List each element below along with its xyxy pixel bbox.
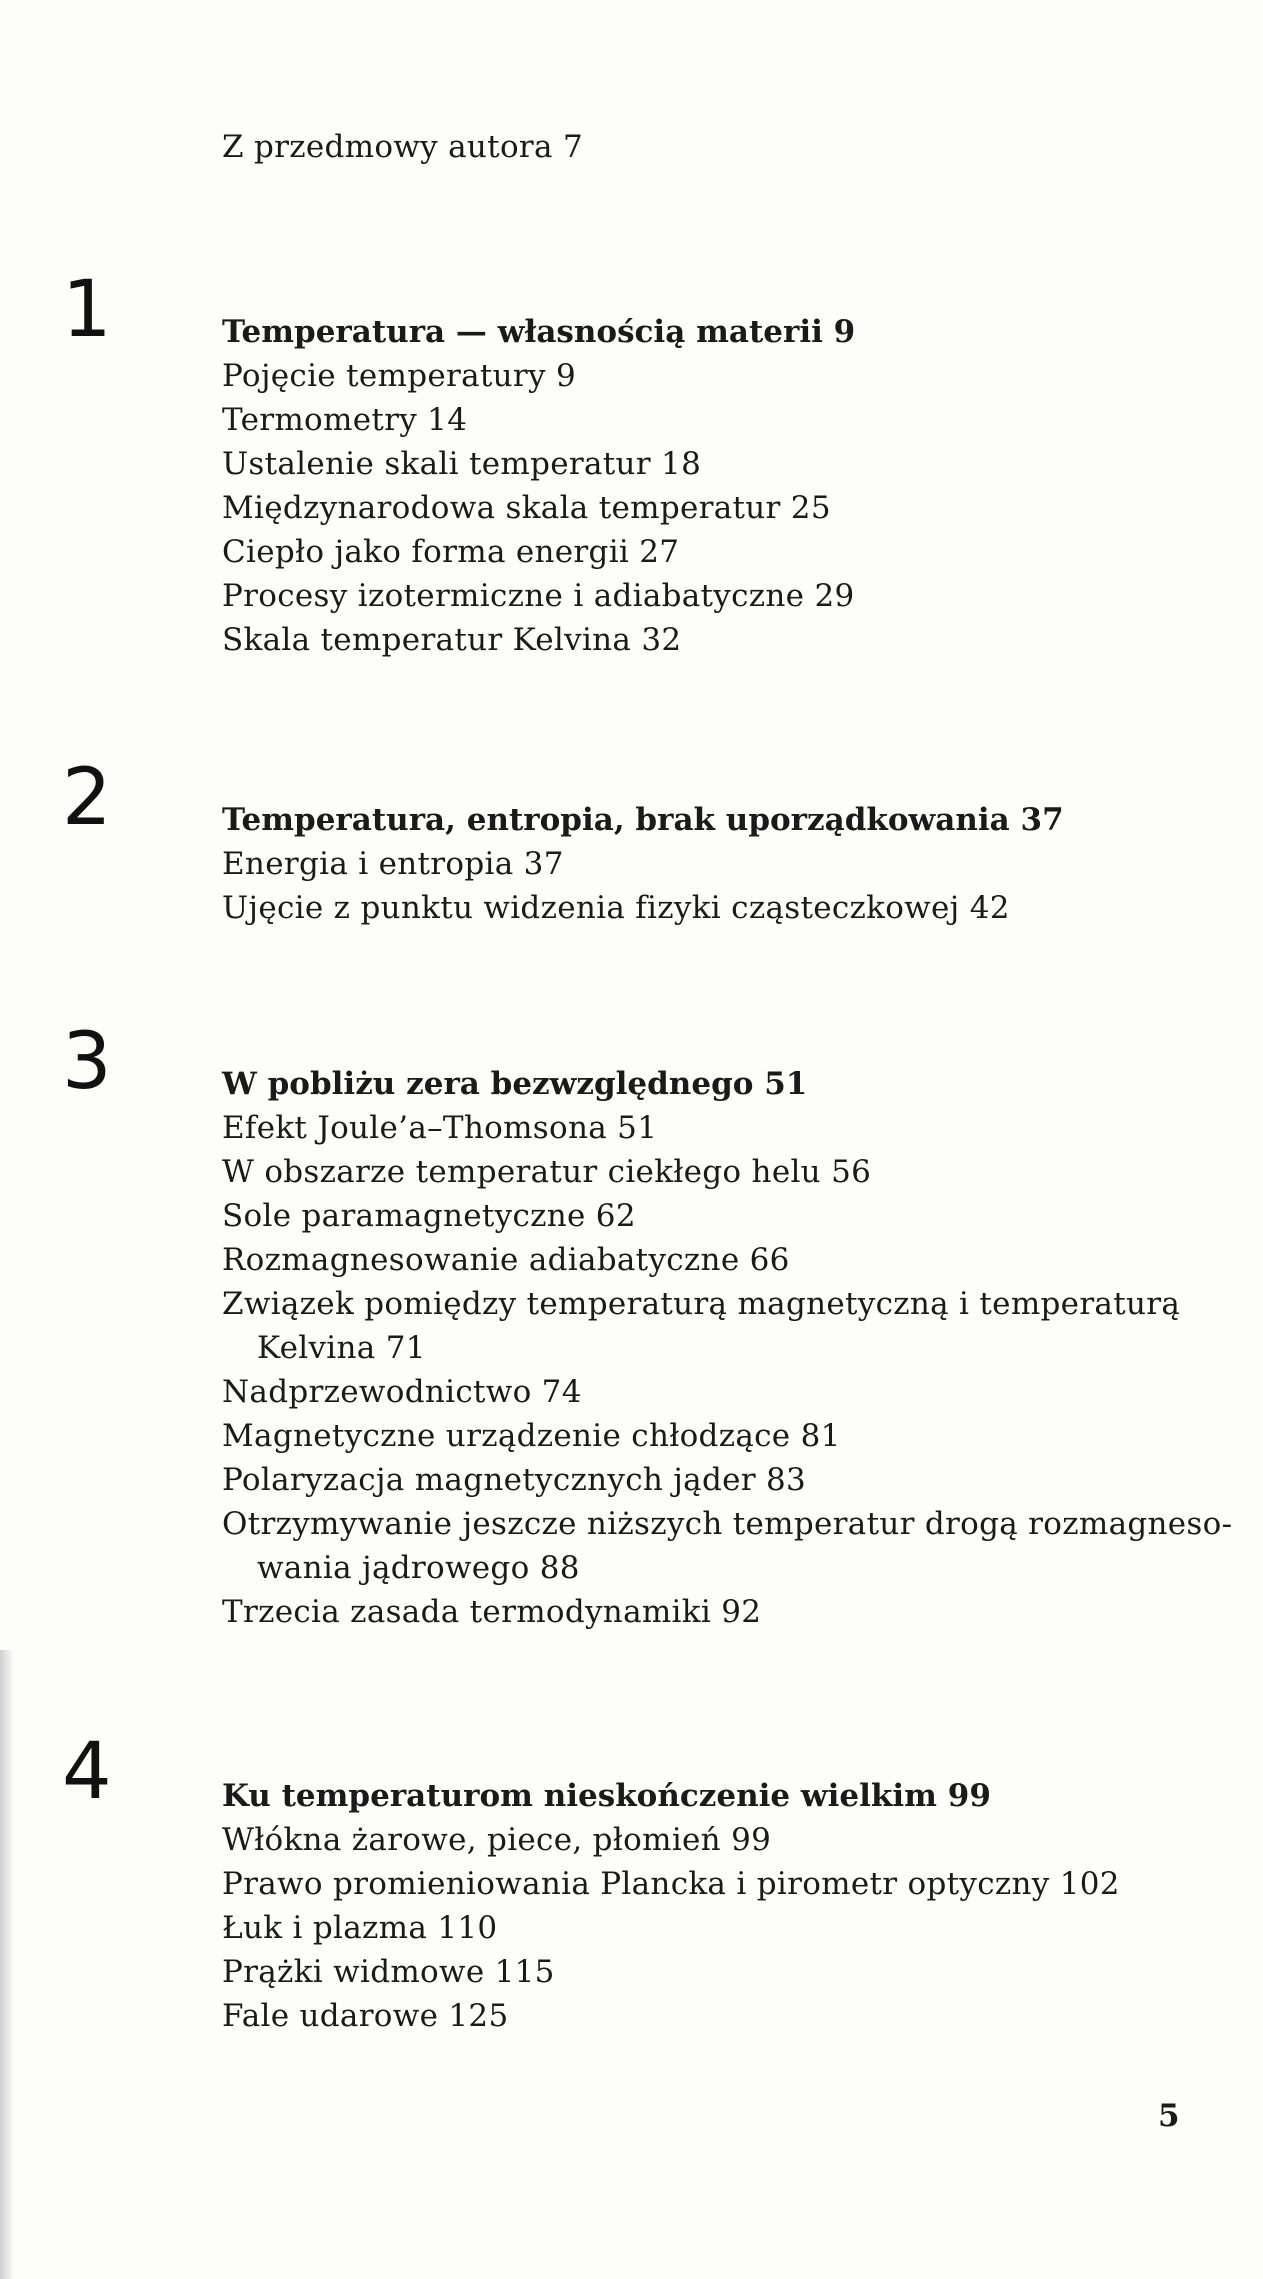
chapter-number-4: 4 — [62, 1727, 112, 1817]
toc-entry: Magnetyczne urządzenie chłodzące 81 — [222, 1418, 841, 1454]
toc-entry: Międzynarodowa skala temperatur 25 — [222, 490, 831, 526]
chapter-title-4: Ku temperaturom nieskończenie wielkim 99 — [222, 1778, 991, 1814]
toc-entry: Termometry 14 — [222, 402, 468, 438]
toc-entry-continuation: wania jądrowego 88 — [257, 1550, 580, 1586]
chapter-title-1: Temperatura — własnością materii 9 — [222, 314, 856, 350]
toc-entry: Energia i entropia 37 — [222, 846, 564, 882]
toc-entry: Prawo promieniowania Plancka i pirometr optyczny 102 — [222, 1866, 1120, 1902]
toc-preface: Z przedmowy autora 7 — [222, 129, 583, 165]
toc-entry: Łuk i plazma 110 — [222, 1910, 498, 1946]
toc-entry: Włókna żarowe, piece, płomień 99 — [222, 1822, 772, 1858]
toc-entry: Ujęcie z punktu widzenia fizyki cząsteczkowej 42 — [222, 890, 1010, 926]
chapter-title-2: Temperatura, entropia, brak uporządkowania 37 — [222, 802, 1064, 838]
toc-entry: Nadprzewodnictwo 74 — [222, 1374, 582, 1410]
toc-entry: Ciepło jako forma energii 27 — [222, 534, 680, 570]
toc-entry: Otrzymywanie jeszcze niższych temperatur drogą rozmagneso- — [222, 1506, 1233, 1542]
chapter-title-3: W pobliżu zera bezwzględnego 51 — [222, 1066, 808, 1102]
chapter-number-3: 3 — [62, 1017, 112, 1107]
page-number: 5 — [1158, 2098, 1180, 2134]
toc-entry: Ustalenie skali temperatur 18 — [222, 446, 702, 482]
toc-entry: Sole paramagnetyczne 62 — [222, 1198, 636, 1234]
page-edge-shadow — [0, 1650, 14, 2279]
toc-entry: Procesy izotermiczne i adiabatyczne 29 — [222, 578, 855, 614]
toc-entry: Rozmagnesowanie adiabatyczne 66 — [222, 1242, 790, 1278]
toc-entry: Polaryzacja magnetycznych jąder 83 — [222, 1462, 807, 1498]
toc-entry: Efekt Joule’a–Thomsona 51 — [222, 1110, 658, 1146]
toc-entry: Związek pomiędzy temperaturą magnetyczną i temperaturą — [222, 1286, 1181, 1322]
toc-entry: W obszarze temperatur ciekłego helu 56 — [222, 1154, 872, 1190]
toc-entry: Pojęcie temperatury 9 — [222, 358, 577, 394]
toc-entry: Fale udarowe 125 — [222, 1998, 509, 2034]
toc-entry: Trzecia zasada termodynamiki 92 — [222, 1594, 762, 1630]
chapter-number-2: 2 — [62, 753, 112, 843]
toc-entry-continuation: Kelvina 71 — [257, 1330, 426, 1366]
toc-entry: Skala temperatur Kelvina 32 — [222, 622, 682, 658]
chapter-number-1: 1 — [62, 265, 112, 355]
toc-entry: Prążki widmowe 115 — [222, 1954, 555, 1990]
